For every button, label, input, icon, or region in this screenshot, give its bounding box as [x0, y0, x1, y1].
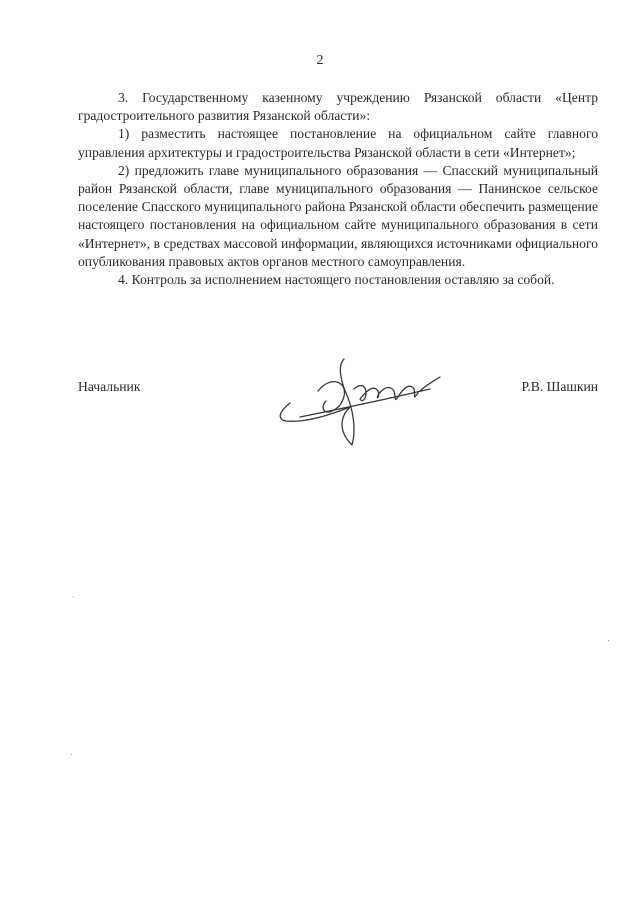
handwritten-signature [270, 345, 470, 455]
scan-speck [73, 596, 74, 597]
paragraph-item-4: 4. Контроль за исполнением настоящего постановления оставляю за собой. [118, 272, 555, 288]
paragraph-subitem-1: 1) разместить настоящее постановление на официальном сайте главного управления архитектуры и градостроительства Рязанской области в сети «Интернет»; [78, 126, 598, 160]
paragraph-subitem-2: 2) предложить главе муниципального образования — Спасский муниципальный район Рязанской области, главе муниципального образования — Панинское сельское поселение Спасского муниципального района Рязанской области обеспечить размещение настоящего постановления на официальном сайте муниципального образования в сети «Интернет», в средствах массовой информации, являющихся источниками официального опубликования правовых актов органов местного самоуправления. [78, 162, 598, 269]
page-number: 2 [316, 53, 324, 68]
signer-position: Начальник [78, 379, 141, 394]
paragraph-item-3: 3. Государственному казенному учреждению Рязанской области «Центр градостроительного развития Рязанской области»: [78, 90, 598, 124]
scan-speck [71, 754, 72, 755]
signer-name: Р.В. Шашкин [521, 379, 598, 394]
signature-row [78, 379, 598, 399]
document-body [78, 89, 598, 289]
scan-speck [608, 640, 609, 641]
